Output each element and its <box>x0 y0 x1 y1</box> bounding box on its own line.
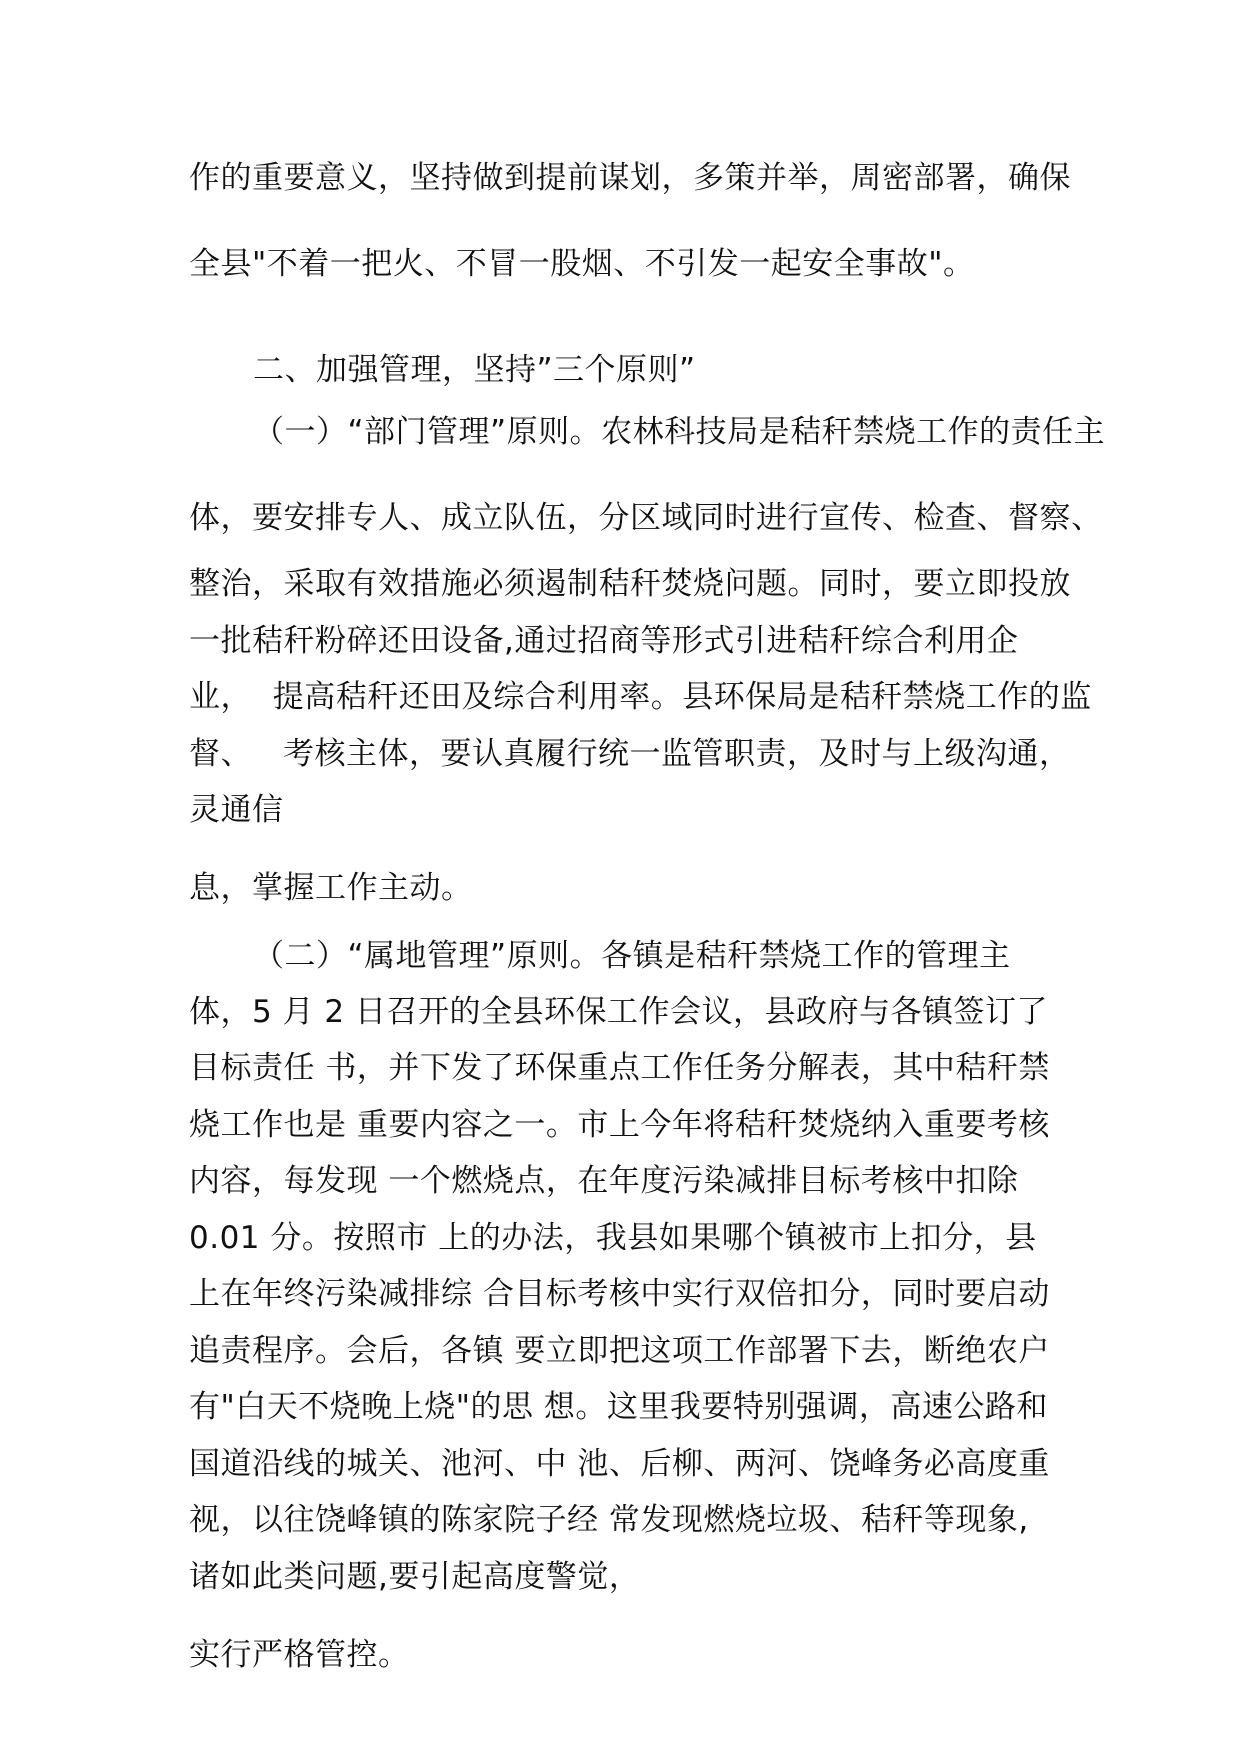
body-text-line: 实行严格管控。 <box>189 1637 410 1673</box>
body-text-line: 视，以往饶峰镇的陈家院子经 常发现燃烧垃圾、秸秆等现象, <box>189 1502 1029 1538</box>
body-text-line: 烧工作也是 重要内容之一。市上今年将秸秆焚烧纳入重要考核 <box>189 1107 1050 1143</box>
body-text-line: 诸如此类问题,要引起高度警觉， <box>189 1559 641 1595</box>
body-text-line: （一）“部门管理”原则。农林科技局是秸秆禁烧工作的责任主 <box>253 414 1106 450</box>
body-text-line: 有"白天不烧晚上烧"的思 想。这里我要特别强调，高速公路和 <box>189 1389 1048 1425</box>
body-text-line: 0.01 分。按照市 上的办法，我县如果哪个镇被市上扣分，县 <box>189 1220 1037 1256</box>
body-text-line: 全县"不着一把火、不冒一股烟、不引发一起安全事故"。 <box>189 246 975 282</box>
body-text-line: 整治，采取有效措施必须遏制秸秆焚烧问题。同时，要立即投放 <box>189 566 1071 602</box>
body-text-line: 目标责任 书，并下发了环保重点工作任务分解表，其中秸秆禁 <box>189 1050 1050 1086</box>
body-text-line: 体，5 月 2 日召开的全县环保工作会议，县政府与各镇签订了 <box>189 994 1049 1030</box>
body-text-line: 业， 提高秸秆还田及综合利用率。县环保局是秸秆禁烧工作的监 <box>189 679 1092 715</box>
body-text-line: 督、 考核主体，要认真履行统一监管职责，及时与上级沟通， <box>189 736 1071 772</box>
body-text-line: （二）“属地管理”原则。各镇是秸秆禁烧工作的管理主 <box>253 938 1011 974</box>
body-text-line: 上在年终污染减排综 合目标考核中实行双倍扣分，同时要启动 <box>189 1276 1050 1312</box>
body-text-line: 作的重要意义，坚持做到提前谋划，多策并举，周密部署，确保 <box>189 160 1071 196</box>
body-text-line: 灵通信 <box>189 792 284 828</box>
body-text-line: 内容，每发现 一个燃烧点，在年度污染减排目标考核中扣除 <box>189 1163 1019 1199</box>
body-text-line: 息，掌握工作主动。 <box>189 870 473 906</box>
section-heading: 二、加强管理，坚持”三个原则” <box>253 352 696 388</box>
body-text-line: 追责程序。会后，各镇 要立即把这项工作部署下去，断绝农户 <box>189 1333 1050 1369</box>
body-text-line: 国道沿线的城关、池河、中 池、后柳、两河、饶峰务必高度重 <box>189 1446 1050 1482</box>
body-text-line: 体，要安排专人、成立队伍，分区域同时进行宣传、检查、督察、 <box>189 500 1103 536</box>
body-text-line: 一批秸秆粉碎还田设备,通过招商等形式引进秸秆综合利用企 <box>189 623 1019 659</box>
